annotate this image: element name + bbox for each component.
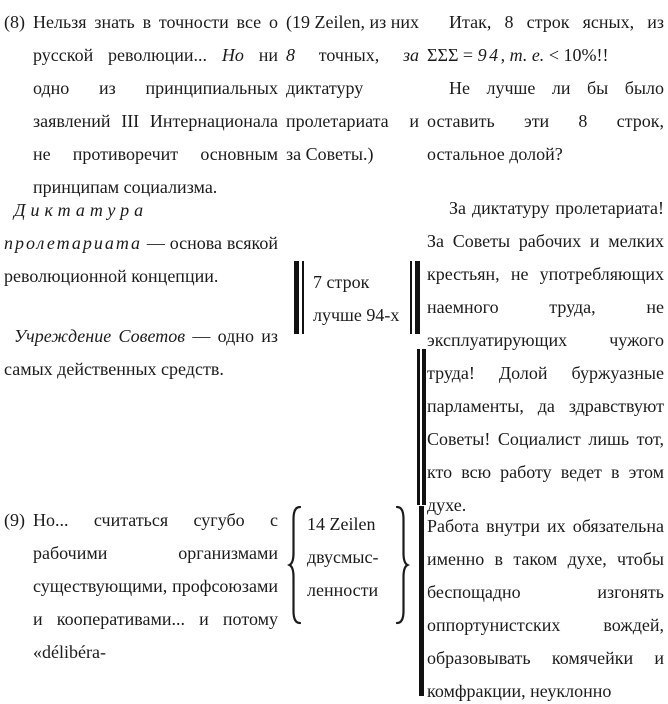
sidebar-7strok-left-thin xyxy=(302,261,304,334)
note-19-italic-za: за xyxy=(402,45,419,65)
note-7-line-2: лучше 94-х xyxy=(313,305,400,325)
paragraph-za-diktaturu: За диктатуру пролетариата! За Советы рабочих и мелких крестьян, не употребляющих наемного труда, не эксплуатирующих чужого труда! Долой буржуазные парламенты, да здравствуют Советы! Социалист лишь тот, кто всю работу ведет в этом духе. xyxy=(427,198,664,515)
paragraph-8-text: Нельзя знать в точности все о русской революции... xyxy=(33,12,278,65)
paragraph-soviets-text: — одно из самых действенных средств. xyxy=(4,326,278,379)
paragraph-8 xyxy=(4,6,278,204)
soviets-emphasis: Учреждение Советов xyxy=(14,326,186,346)
itak-te: т. е. xyxy=(509,45,545,65)
right-curly-brace xyxy=(394,504,410,626)
dictatorship-emphasis: Диктатура xyxy=(14,200,149,220)
paragraph-9-text: Но... считаться сугубо с рабочими организмами существующими, профсоюзами и кооперативами... и потому «délibéra- xyxy=(33,510,278,662)
itak-text-3: < 10%!! xyxy=(544,45,609,65)
note-19-text-3: диктатуру пролетариата и за Советы.) xyxy=(286,78,419,164)
paragraph-8-number: (8) xyxy=(4,12,25,32)
note-19-zeilen xyxy=(286,6,419,171)
paragraph-itak xyxy=(427,6,664,72)
paragraph-9-number: (9) xyxy=(4,510,25,530)
sidebar-7strok-left-thick xyxy=(294,261,299,334)
note-19-text-2: точных, xyxy=(295,45,403,65)
note-7-line-1: 7 строк xyxy=(313,272,370,292)
paragraph-ne-luchshe: Не лучше ли бы было оставить эти 8 строк, остальное долой? xyxy=(427,78,664,164)
sideline-single xyxy=(419,506,424,696)
proletariat-emphasis: пролетариата xyxy=(4,233,143,253)
paragraph-rabota: Работа внутри их обязательна именно в таком духе, чтобы беспощадно изгонять оппортунистских вождей, образовывать комячейки и комфракции, неуклонно xyxy=(427,516,664,701)
sideline-double-inner xyxy=(417,349,420,505)
sideline-double-outer xyxy=(422,349,426,505)
paragraph-dictatorship xyxy=(4,194,278,293)
note-7-strok xyxy=(286,266,419,332)
sidebar-7strok-right-thin xyxy=(410,261,412,334)
note-19-text: (19 Zeilen, из них xyxy=(286,12,419,32)
sidebar-7strok-right-thick xyxy=(415,261,420,334)
note-14-line-2: двусмыс- xyxy=(307,547,379,567)
left-curly-brace xyxy=(287,504,303,626)
note-14-line-1: 14 Zeilen xyxy=(307,514,376,534)
itak-94: 94 xyxy=(477,45,501,65)
paragraph-soviets xyxy=(4,320,278,386)
paragraph-8-text-2: ни одно из принципиальных заявлений III Интернационала не противоречит основным принципам социализма. xyxy=(33,45,278,197)
paragraph-8-italic: Но xyxy=(221,45,244,65)
itak-text: Итак, 8 строк ясных, из ΣΣΣ = xyxy=(427,12,664,65)
note-19-italic-8: 8 xyxy=(286,45,295,65)
paragraph-9 xyxy=(4,504,278,669)
note-14-line-3: ленности xyxy=(307,580,379,600)
itak-text-2: , xyxy=(500,45,510,65)
paragraph-dictatorship-text: — основа всякой революционной концепции. xyxy=(4,233,279,286)
